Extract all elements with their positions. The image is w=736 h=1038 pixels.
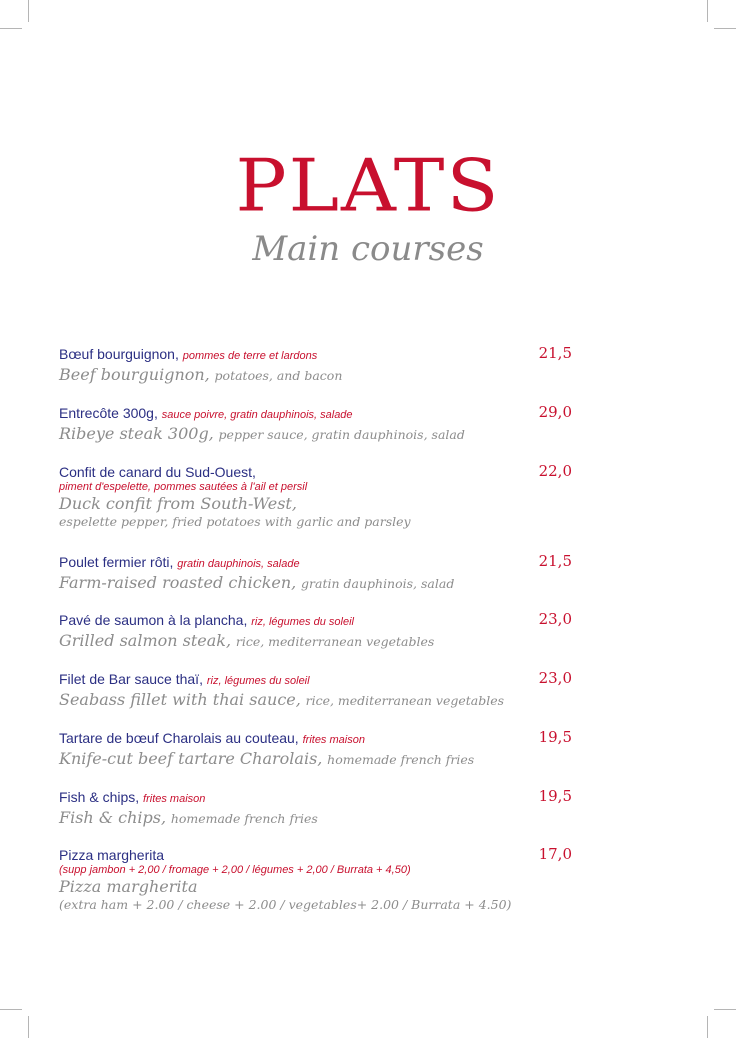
crop-mark xyxy=(28,1016,29,1038)
dish-english-description: potatoes, and bacon xyxy=(214,368,343,383)
dish-french-description: pommes de terre et lardons xyxy=(182,350,318,362)
dish-french-name: Bœuf bourguignon, xyxy=(59,346,179,362)
dish-english-name xyxy=(59,877,579,897)
dish-english-name: Beef bourguignon, xyxy=(59,365,210,384)
dish-english-description: espelette pepper, fried potatoes with garlic and parsley xyxy=(59,514,411,529)
dish-english-description: rice, mediterranean vegetables xyxy=(235,634,435,649)
dish-french-name: Fish & chips, xyxy=(59,789,140,805)
dish-french-description: riz, légumes du soleil xyxy=(251,616,354,628)
dish-price: 22,0 xyxy=(538,462,572,480)
dish-english-name xyxy=(59,494,579,514)
dish-english-name: Grilled salmon steak, xyxy=(59,631,232,650)
dish-price: 17,0 xyxy=(538,845,572,863)
dish-french-name: Confit de canard du Sud-Ouest, xyxy=(59,464,256,480)
dish-english-name: Ribeye steak 300g, xyxy=(59,424,214,443)
dish-english-description: gratin dauphinois, salad xyxy=(301,576,455,591)
dish-french-description: piment d'espelette, pommes sautées à l'ail et persil xyxy=(59,481,308,493)
dish-french-description: gratin dauphinois, salade xyxy=(177,558,300,570)
dish-price: 23,0 xyxy=(538,610,572,628)
dish-english-line xyxy=(59,808,579,828)
dish-french-name: Poulet fermier rôti, xyxy=(59,554,174,570)
dish-english-line xyxy=(59,365,579,385)
dish-french-name: Filet de Bar sauce thaï, xyxy=(59,671,203,687)
dish-english-name: Farm-raised roasted chicken, xyxy=(59,573,297,592)
crop-mark xyxy=(707,0,708,22)
crop-mark xyxy=(714,28,736,29)
dish-english-name-text: Duck confit from South-West, xyxy=(59,494,297,513)
crop-mark xyxy=(714,1009,736,1010)
dish-english-name: Seabass fillet with thai sauce, xyxy=(59,690,301,709)
dish-french-description: (supp jambon + 2,00 / fromage + 2,00 / légumes + 2,00 / Burrata + 4,50) xyxy=(59,864,411,876)
crop-mark xyxy=(28,0,29,22)
crop-mark xyxy=(707,1016,708,1038)
dish-price: 19,5 xyxy=(538,787,572,805)
crop-mark xyxy=(0,28,22,29)
dish-english-line xyxy=(59,631,579,651)
dish-english-name: Knife-cut beef tartare Charolais, xyxy=(59,749,323,768)
dish-french-description: frites maison xyxy=(302,734,365,746)
dish-price: 23,0 xyxy=(538,669,572,687)
page-title: PLATS xyxy=(235,143,501,228)
dish-english-line xyxy=(59,424,579,444)
dish-price: 21,5 xyxy=(538,552,572,570)
dish-english-description: homemade french fries xyxy=(327,752,475,767)
dish-english-description: rice, mediterranean vegetables xyxy=(305,693,505,708)
dish-french-name: Entrecôte 300g, xyxy=(59,405,158,421)
crop-mark xyxy=(0,1009,22,1010)
dish-french-description: frites maison xyxy=(143,793,206,805)
dish-english-name-text: Pizza margherita xyxy=(59,877,198,896)
dish-french-description: riz, légumes du soleil xyxy=(206,675,310,687)
dish-english-line xyxy=(59,690,579,710)
dish-french-name: Tartare de bœuf Charolais au couteau, xyxy=(59,730,299,746)
dish-price: 21,5 xyxy=(538,344,572,362)
dish-price: 19,5 xyxy=(538,728,572,746)
dish-price: 29,0 xyxy=(538,403,572,421)
dish-english-line xyxy=(59,573,579,593)
dish-english-description: homemade french fries xyxy=(170,811,318,826)
dish-french-description: sauce poivre, gratin dauphinois, salade xyxy=(161,409,353,421)
dish-english-line xyxy=(59,749,579,769)
dish-english-description: (extra ham + 2.00 / cheese + 2.00 / vegetables+ 2.00 / Burrata + 4.50) xyxy=(59,897,512,912)
dish-french-name: Pizza margherita xyxy=(59,847,165,863)
dish-english-description: pepper sauce, gratin dauphinois, salad xyxy=(218,427,465,442)
dish-english-name: Fish & chips, xyxy=(59,808,167,827)
dish-french-name: Pavé de saumon à la plancha, xyxy=(59,612,248,628)
page-subtitle: Main courses xyxy=(252,229,484,269)
